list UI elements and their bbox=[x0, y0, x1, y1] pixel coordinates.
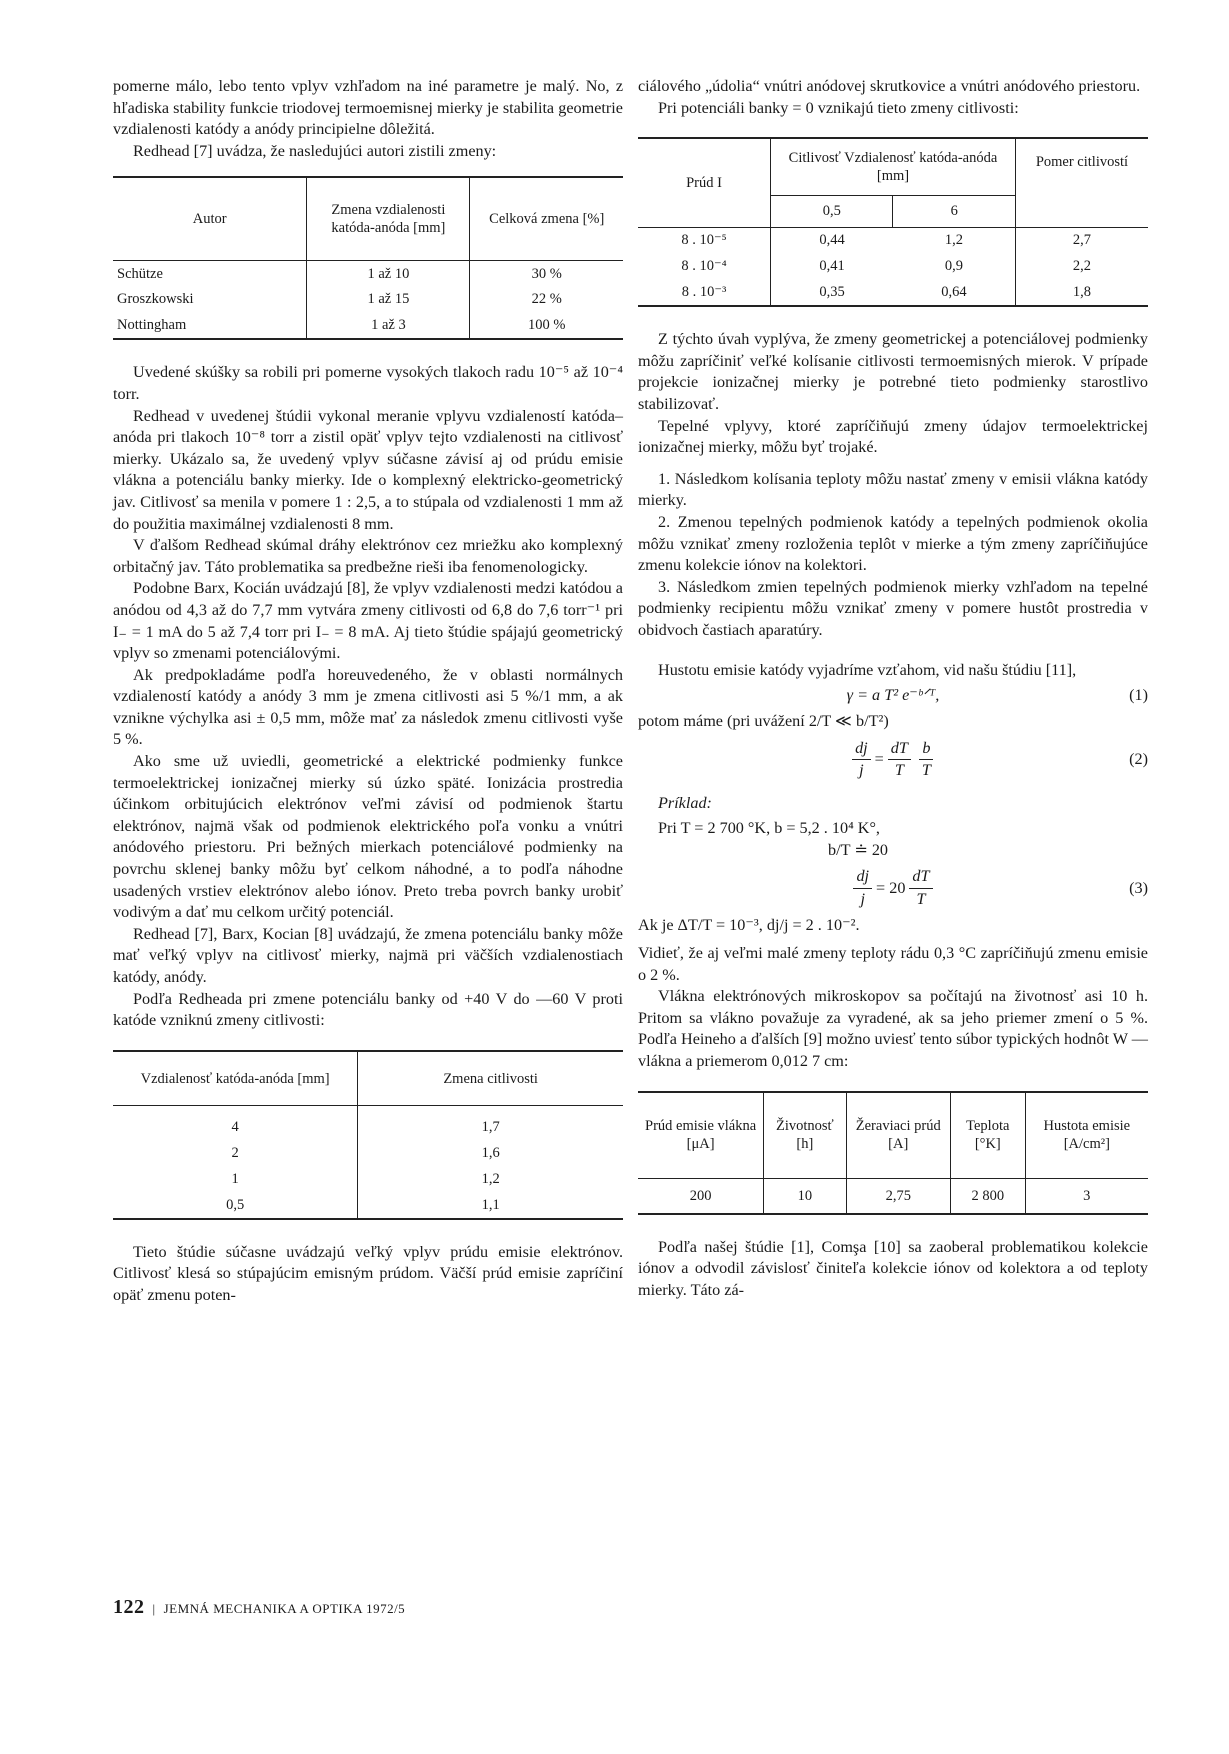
paragraph: Redhead [7] uvádza, že nasledujúci autori zistili zmeny: bbox=[133, 141, 497, 160]
table-row: Schütze 1 až 10 30 % bbox=[113, 260, 623, 286]
bank-zero-table bbox=[638, 137, 1148, 307]
table-header: Prúd emisie vlákna [μA] bbox=[638, 1093, 764, 1179]
paragraph: Pri potenciáli banky = 0 vznikajú tieto zmeny citlivosti: bbox=[658, 98, 1019, 117]
list-item: 2. Zmenou tepelných podmienok katódy a tepelných podmienok okolia môžu vznikať zmeny rozloženia teplôt v mierke a tým zmeny zapríčiňujúce zmenu kolekcie iónov na kolektori. bbox=[638, 512, 1148, 575]
paragraph: Redhead [7], Barx, Kocian [8] uvádzajú, že zmena potenciálu banky môže mať veľký vplyv na citlivosť mierky, najmä pri väčších vzdialenostiach katódy, anódy. bbox=[113, 924, 623, 986]
paragraph: Ak predpokladáme podľa horeuvedeného, že v oblasti normálnych vzdialeností katódy a anódy 3 mm je zmena citlivosti asi 5 %/1 mm, a ak vznikne výchylka asi ± 0,5 mm, môže mať za následok zmenu citlivosti vyše 5 %. bbox=[113, 665, 623, 749]
table-header: Teplota [°K] bbox=[951, 1093, 1026, 1179]
paragraph: V ďalšom Redhead skúmal dráhy elektrónov cez mriežku ako komplexný orbitačný jav. Táto problematika sa predbežne rieši iba fenomenologicky. bbox=[113, 536, 623, 576]
table-row: 2 1,6 bbox=[113, 1140, 623, 1166]
table-header: Citlivosť Vzdialenosť katóda-anóda [mm] bbox=[771, 139, 1016, 195]
table-subheader: 0,5 bbox=[771, 195, 893, 227]
table-row: 0,5 1,1 bbox=[113, 1192, 623, 1218]
table-subheader: 6 bbox=[893, 195, 1015, 227]
paragraph: Vidieť, že aj veľmi malé zmeny teploty rádu 0,3 °C zapríčiňujú zmenu emisie o 2 %. bbox=[638, 944, 1148, 984]
table-header: Celková zmena [%] bbox=[470, 178, 623, 260]
paragraph: Vlákna elektrónových mikroskopov sa počítajú na životnosť asi 10 h. Pritom sa vlákno považuje za vyradené, ak sa jeho priemer zmení o 5 %. Podľa Heineho a ďalších [9] možno uviesť tento súbor typických hodnôt W — vlákna a priemerom 0,012 7 cm: bbox=[638, 987, 1148, 1071]
table-header: Hustota emisie [A/cm²] bbox=[1025, 1093, 1148, 1179]
filament-table bbox=[638, 1091, 1148, 1215]
paragraph: Ak je ΔT/T = 10⁻³, dj/j = 2 . 10⁻². bbox=[638, 916, 860, 935]
table-row: 4 1,7 bbox=[113, 1114, 623, 1140]
list-item: 3. Následkom zmien tepelných podmienok mierky vzhľadom na tepelné podmienky recipientu môžu vznikať zmeny v pomere hustôt prostredia v obidvoch častiach aparatúry. bbox=[638, 577, 1148, 639]
journal-name: JEMNÁ MECHANIKA A OPTIKA 1972/5 bbox=[163, 1601, 406, 1616]
table-row: 8 . 10⁻⁴ 0,41 0,9 2,2 bbox=[638, 253, 1148, 279]
table-header: Zmena vzdialenosti katóda-anóda [mm] bbox=[307, 178, 470, 260]
table-header: Vzdialenosť katóda-anóda [mm] bbox=[113, 1052, 358, 1106]
table-header: Pomer citlivostí bbox=[1015, 139, 1148, 227]
table-row: 200 10 2,75 2 800 3 bbox=[638, 1179, 1148, 1213]
table-header: Autor bbox=[113, 178, 307, 260]
table-row: 8 . 10⁻⁵ 0,44 1,2 2,7 bbox=[638, 227, 1148, 253]
example-line: Pri T = 2 700 °K, b = 5,2 . 10⁴ K°, bbox=[658, 819, 880, 838]
paragraph: Podobne Barx, Kocián uvádzajú [8], že vplyv vzdialenosti medzi katódou a anódou od 4,3 až do 7,7 mm vytvára zmeny citlivosti od 6,8 do 7,6 torr⁻¹ pri I₋ = 1 mA do 5 až 7,4 torr pri I₋ = 8 mA. Aj tieto štúdie spájajú geometrický vplyv so zmenami potenciálovými. bbox=[113, 579, 623, 663]
paragraph: Hustotu emisie katódy vyjadríme vzťahom, vid našu štúdiu [11], bbox=[658, 660, 1077, 679]
paragraph: pomerne málo, lebo tento vplyv vzhľadom na iné parametre je malý. No, z hľadiska stability funkcie triodovej termoemisnej mierky je stabilita geometrie vzdialenosti katódy a anódy principielne dôležitá. bbox=[113, 77, 623, 139]
paragraph: Tieto štúdie súčasne uvádzajú veľký vplyv prúdu emisie elektrónov. Citlivosť klesá so stúpajúcim emisným prúdom. Väčší prúd emisie zapríčiní opäť zmenu poten- bbox=[113, 1242, 623, 1304]
page-footer bbox=[113, 1596, 405, 1619]
table-header: Prúd I bbox=[638, 139, 771, 227]
equation-1: γ = a T² e⁻ᵇᐟᵀ, (1) bbox=[846, 686, 1148, 705]
table-header: Žeraviaci prúd [A] bbox=[846, 1093, 951, 1179]
page-number: 122 bbox=[113, 1596, 145, 1618]
bank-potential-table bbox=[113, 1050, 623, 1220]
paragraph: Podľa Redheada pri zmene potenciálu banky od +40 V do —60 V proti katóde vzniknú zmeny citlivosti: bbox=[113, 989, 623, 1030]
paragraph: potom máme (pri uvážení 2/T ≪ b/T²) bbox=[638, 712, 889, 731]
table-row: Nottingham 1 až 3 100 % bbox=[113, 312, 623, 338]
equation-3: $\frac{dj}{j}$ = 20 $\frac{dT}{T}$ (3) bbox=[638, 861, 1148, 915]
example-line: b/T ≐ 20 bbox=[828, 840, 889, 859]
paragraph: Redhead v uvedenej štúdii vykonal meranie vplyvu vzdialeností katóda–anóda pri tlakoch 10⁻⁸ torr a zistil opäť vplyv tejto vzdialenosti na citlivosť mierky. Ukázalo sa, že uvedený vplyv súčasne závisí aj od prúdu emisie vlákna a potenciálu banky mierky. Ide o komplexný elektricko-geometrický jav. Citlivosť sa menila v pomere 1 : 2,5, a to stúpala od vzdialenosti 1 mm až do použitia maximálnej vzdialenosti 8 mm. bbox=[113, 406, 623, 533]
right-column bbox=[638, 76, 1148, 1301]
equation-2: $\frac{dj}{j}$ = $\frac{dT}{T}$ $\frac{b}{T}$ (2) bbox=[638, 733, 1148, 787]
paragraph: Uvedené skúšky sa robili pri pomerne vysokých tlakoch radu 10⁻⁵ až 10⁻⁴ torr. bbox=[113, 363, 623, 403]
paragraph: Podľa našej štúdie [1], Comşa [10] sa zaoberal problematikou kolekcie iónov a odvodil závislosť činiteľa kolekcie iónov od kolektora a od teploty mierky. Táto zá- bbox=[638, 1237, 1148, 1299]
example-label: Príklad: bbox=[658, 793, 712, 812]
table-row: 8 . 10⁻³ 0,35 0,64 1,8 bbox=[638, 279, 1148, 305]
paragraph: ciálového „údolia“ vnútri anódovej skrutkovice a vnútri anódového priestoru. bbox=[638, 77, 1141, 95]
footer-separator: | bbox=[152, 1601, 156, 1616]
paragraph: Z týchto úvah vyplýva, že zmeny geometrickej a potenciálovej podmienky môžu zapríčiniť veľké kolísanie citlivosti termoemisných mierok. V prípade projekcie ionizačnej mierky je potrebné tieto podmienky starostlivo stabilizovať. bbox=[638, 330, 1148, 413]
table-header: Životnosť [h] bbox=[764, 1093, 846, 1179]
list-item: 1. Následkom kolísania teploty môžu nastať zmeny v emisii vlákna katódy mierky. bbox=[638, 469, 1148, 510]
table-row: Groszkowski 1 až 15 22 % bbox=[113, 286, 623, 312]
left-column bbox=[113, 76, 623, 1307]
table-row: 1 1,2 bbox=[113, 1166, 623, 1192]
authors-table bbox=[113, 176, 623, 340]
table-header: Zmena citlivosti bbox=[358, 1052, 623, 1106]
paragraph: Ako sme už uviedli, geometrické a elektrické podmienky funkce termoelektrickej ionizačnej mierky sú úzko späté. Ionizácia prostredia účinkom orbitujúcich elektrónov veľmi závisí od podmienok štartu elektrónov, najmä však od podmienok elektrického poľa vonku a vnútri anódového priestoru. Pri bežných mierkach potenciálové podmienky na povrchu sklenej banky môžu byť celkom náhodné, a to podľa náhodne usadených vrstiev elektrónov alebo iónov. Preto treba povrch banky urobiť vodivým a dať mu celkom určitý potenciál. bbox=[113, 752, 623, 922]
paragraph: Tepelné vplyvy, ktoré zapríčiňujú zmeny údajov termoelektrickej ionizačnej mierky, môžu byť trojaké. bbox=[638, 416, 1148, 457]
